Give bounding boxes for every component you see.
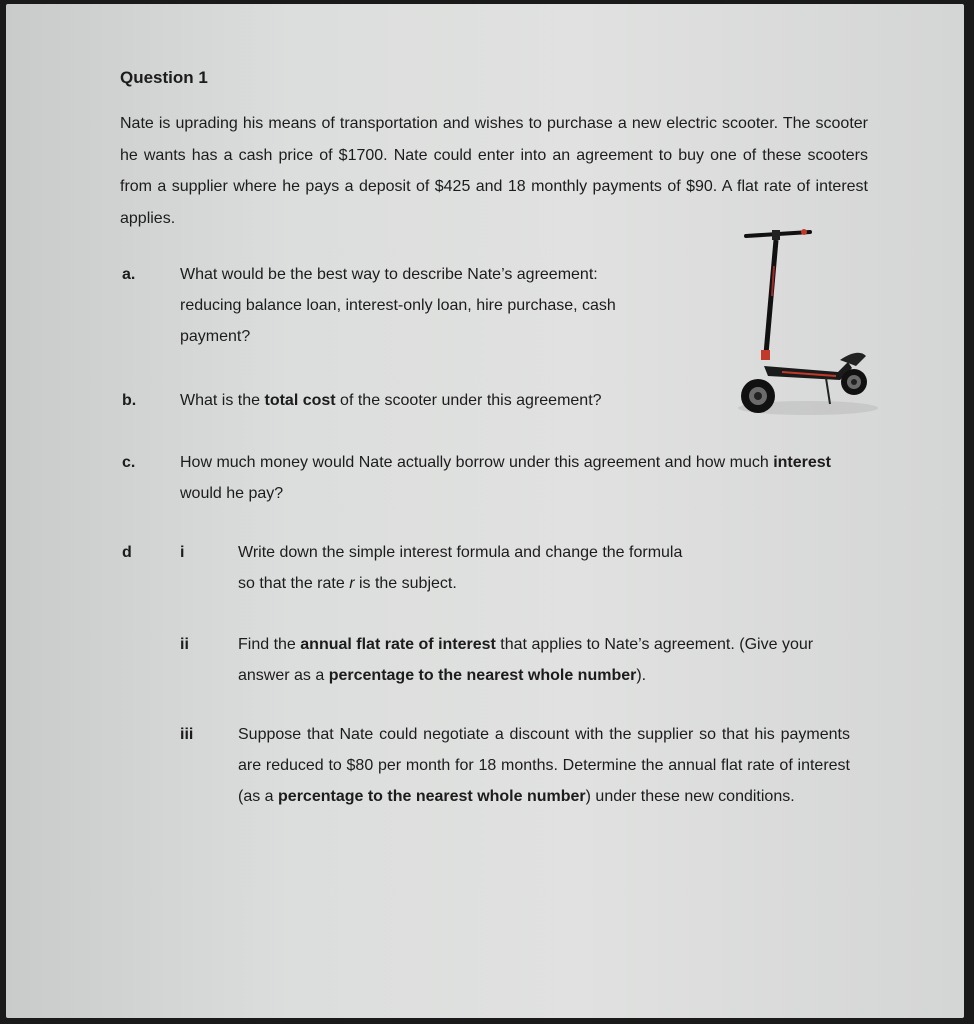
- question-title: Question 1: [120, 68, 208, 87]
- part-c-text: How much money would Nate actually borrow under this agreement and how much interest would he pay?: [180, 454, 831, 502]
- part-c-label: c.: [122, 454, 136, 471]
- part-d-ii-label: ii: [180, 636, 189, 653]
- part-d-label: d: [122, 544, 132, 561]
- part-a-text: What would be the best way to describe Nate’s agreement: reducing balance loan, interest-only loan, hire purchase, cash payment?: [180, 266, 616, 345]
- part-d-ii-text: Find the annual flat rate of interest that applies to Nate’s agreement. (Give your answer as a percentage to the nearest whole number).: [238, 636, 814, 684]
- electric-scooter-image: [728, 226, 878, 422]
- part-d-i-text: Write down the simple interest formula and change the formula so that the rate r is the subject.: [238, 544, 683, 592]
- part-d-i-label: i: [180, 544, 185, 561]
- part-b-text: What is the total cost of the scooter under this agreement?: [180, 392, 602, 409]
- question-intro: Nate is uprading his means of transportation and wishes to purchase a new electric scooter. The scooter he wants has a cash price of $1700. Nate could enter into an agreement to buy one of these scooters from a supplier where he pays a deposit of $425 and 18 monthly payments of $90. A flat rate of interest applies.: [120, 115, 868, 227]
- worksheet-page: [6, 4, 964, 1018]
- part-d-iii-label: iii: [180, 726, 194, 743]
- part-d-iii-text: Suppose that Nate could negotiate a discount with the supplier so that his payments are reduced to $80 per month for 18 months. Determine the annual flat rate of interest (as a percentage to the nearest whole number) under these new conditions.: [238, 726, 850, 805]
- part-a-label: a.: [122, 266, 136, 283]
- part-b-label: b.: [122, 392, 137, 409]
